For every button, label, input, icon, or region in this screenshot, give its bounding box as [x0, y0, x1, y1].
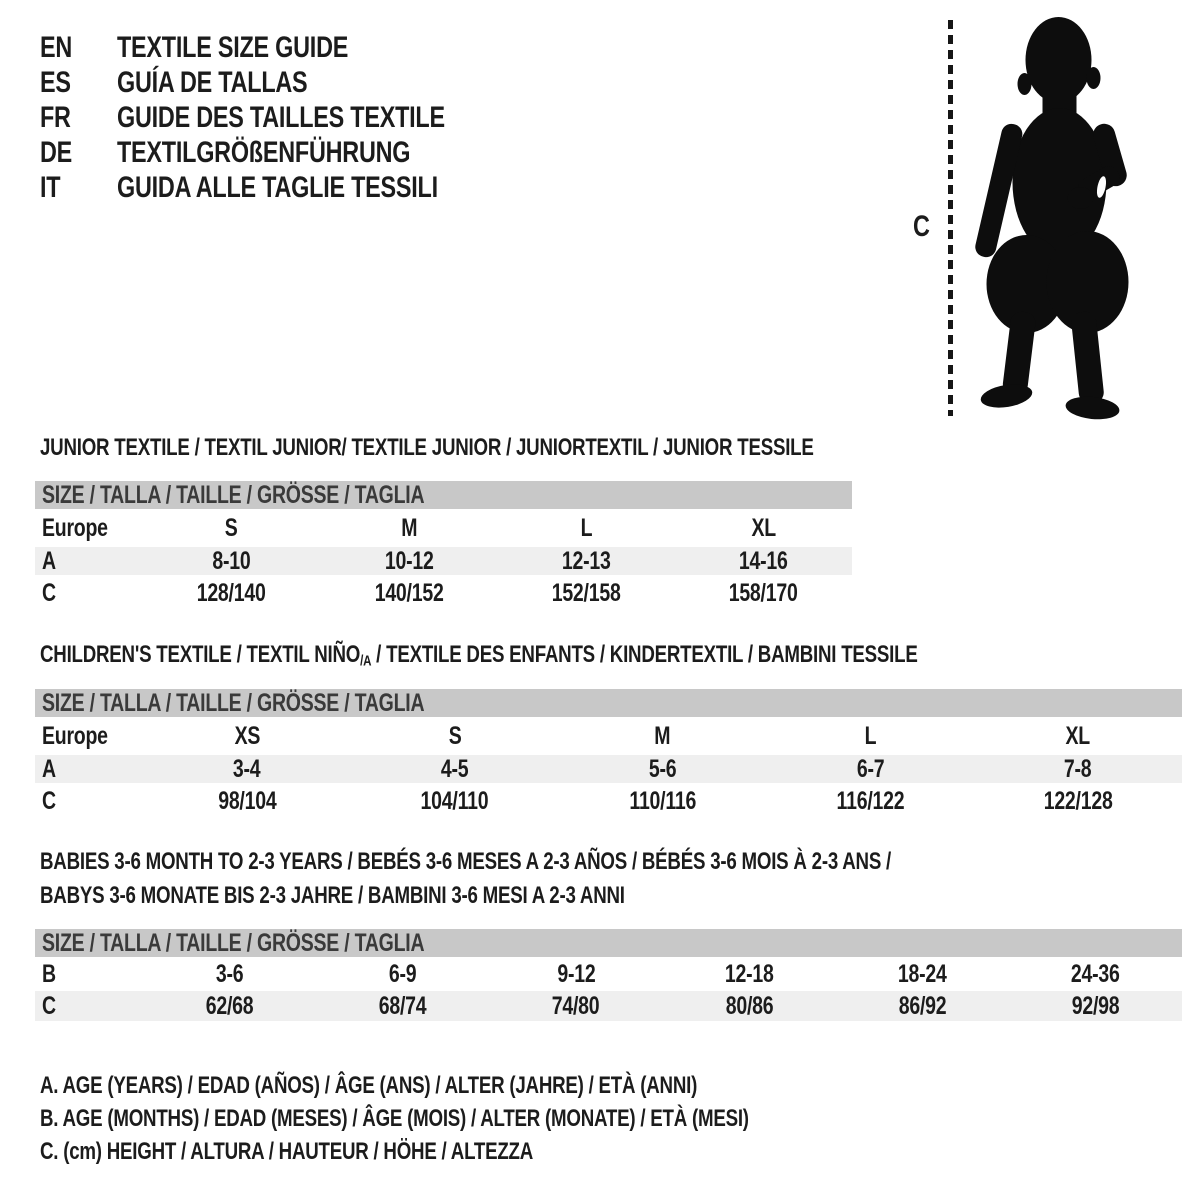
size-cell: 6-9: [389, 959, 417, 988]
size-cell: 12-18: [724, 959, 774, 988]
size-cell: 10-12: [384, 546, 434, 575]
size-cell: 3-4: [233, 754, 261, 783]
size-cell: 140/152: [374, 578, 444, 607]
size-cell: 8-10: [212, 546, 251, 575]
row-label: C: [42, 991, 56, 1020]
language-row: [40, 135, 537, 170]
size-cell: 158/170: [728, 578, 798, 607]
table-row: [35, 991, 1182, 1021]
row-label: Europe: [42, 721, 108, 750]
size-cell: 80/86: [725, 991, 773, 1020]
legend-line-c: C. (cm) HEIGHT / ALTURA / HAUTEUR / HÖHE / ALTEZZA: [40, 1137, 534, 1165]
size-cell: 9-12: [556, 959, 595, 988]
row-label: C: [42, 578, 56, 607]
table-row: [35, 755, 1182, 783]
junior-size-table: [35, 481, 852, 611]
row-label: Europe: [42, 513, 108, 542]
guide-title: GUIDE DES TAILLES TEXTILE: [117, 100, 445, 134]
language-row: [40, 100, 537, 135]
size-cell: 86/92: [898, 991, 947, 1020]
size-cell: 68/74: [378, 991, 427, 1020]
size-header-label: SIZE / TALLA / TAILLE / GRÖSSE / TAGLIA: [42, 928, 425, 957]
language-code: ES: [40, 65, 71, 99]
legend-line-b: B. AGE (MONTHS) / EDAD (MESES) / ÂGE (MOIS) / ALTER (MONATE) / ETÀ (MESI): [40, 1104, 749, 1132]
language-row: [40, 30, 537, 65]
size-cell: S: [225, 513, 239, 542]
junior-section-title: JUNIOR TEXTILE / TEXTIL JUNIOR/ TEXTILE JUNIOR / JUNIORTEXTIL / JUNIOR TESSILE: [40, 434, 814, 461]
row-label: A: [42, 754, 56, 783]
language-code: EN: [40, 30, 73, 64]
language-code: FR: [40, 100, 71, 134]
size-cell: 18-24: [897, 959, 947, 988]
size-cell: 152/158: [551, 578, 621, 607]
size-cell: L: [580, 513, 592, 542]
table-header: [35, 481, 852, 509]
guide-title: TEXTILGRÖßENFÜHRUNG: [117, 135, 411, 169]
size-header-label: SIZE / TALLA / TAILLE / GRÖSSE / TAGLIA: [42, 688, 425, 717]
size-header-label: SIZE / TALLA / TAILLE / GRÖSSE / TAGLIA: [42, 480, 425, 509]
table-row: [35, 957, 1182, 991]
size-cell: 92/98: [1071, 991, 1120, 1020]
size-cell: 24-36: [1071, 959, 1120, 988]
table-row: [35, 783, 1182, 819]
size-cell: S: [448, 721, 462, 750]
size-cell: 110/116: [629, 786, 696, 815]
table-header: [35, 689, 1182, 717]
size-cell: 5-6: [648, 754, 677, 783]
size-cell: 6-7: [856, 754, 885, 783]
row-label: B: [42, 959, 56, 988]
guide-title: TEXTILE SIZE GUIDE: [117, 30, 349, 64]
language-title-list: [40, 30, 537, 205]
height-measure-dashed-line: [948, 20, 953, 416]
size-cell: M: [400, 513, 417, 542]
row-label: C: [42, 786, 56, 815]
size-cell: L: [864, 721, 877, 750]
size-cell: 4-5: [440, 754, 469, 783]
size-cell: M: [654, 721, 671, 750]
size-cell: 98/104: [217, 786, 277, 815]
table-row: [35, 509, 852, 547]
table-row: [35, 547, 852, 575]
language-row: [40, 65, 537, 100]
children-section-title: CHILDREN'S TEXTILE / TEXTIL $NIÑO_{/A}$ / TEXTILE DES ENFANTS / KINDERTEXTIL / BAMBINI TESSILE: [40, 641, 918, 670]
size-cell: 128/140: [197, 578, 267, 607]
guide-title: GUIDA ALLE TAGLIE TESSILI: [117, 170, 438, 204]
measure-label-c: C: [913, 210, 930, 243]
table-row: [35, 717, 1182, 755]
size-cell: 74/80: [552, 991, 600, 1020]
size-cell: 12-13: [561, 546, 611, 575]
toddler-silhouette: [963, 14, 1141, 424]
size-cell: XL: [751, 513, 776, 542]
size-cell: 14-16: [739, 546, 788, 575]
size-cell: 7-8: [1064, 754, 1092, 783]
size-cell: 3-6: [215, 959, 244, 988]
table-row: [35, 575, 852, 611]
title-subscript: /A: [360, 653, 372, 670]
row-label: A: [42, 546, 56, 575]
size-cell: 116/122: [836, 786, 905, 815]
size-cell: 122/128: [1043, 786, 1113, 815]
children-size-table: [35, 689, 1182, 819]
measure-legend: [40, 1069, 949, 1168]
language-row: [40, 170, 537, 205]
size-cell: 104/110: [420, 786, 489, 815]
table-header: [35, 929, 1182, 957]
size-cell: XL: [1065, 721, 1091, 750]
language-code: DE: [40, 135, 73, 169]
size-cell: XS: [234, 721, 260, 750]
guide-title: GUÍA DE TALLAS: [117, 65, 308, 99]
language-code: IT: [40, 170, 61, 204]
legend-line-a: A. AGE (YEARS) / EDAD (AÑOS) / ÂGE (ANS) / ALTER (JAHRE) / ETÀ (ANNI): [40, 1071, 698, 1099]
size-cell: 62/68: [205, 991, 254, 1020]
babies-size-table: [35, 929, 1182, 1021]
babies-section-title: BABIES 3-6 MONTH TO 2-3 YEARS / BEBÉS 3-6 MESES A 2-3 AÑOS / BÉBÉS 3-6 MOIS À 2-3 ANS / BABYS 3-6 MONATE BIS 2-3 JAHRE / BAMBINI 3-6 MESI A 2-3 ANNI: [40, 848, 892, 909]
